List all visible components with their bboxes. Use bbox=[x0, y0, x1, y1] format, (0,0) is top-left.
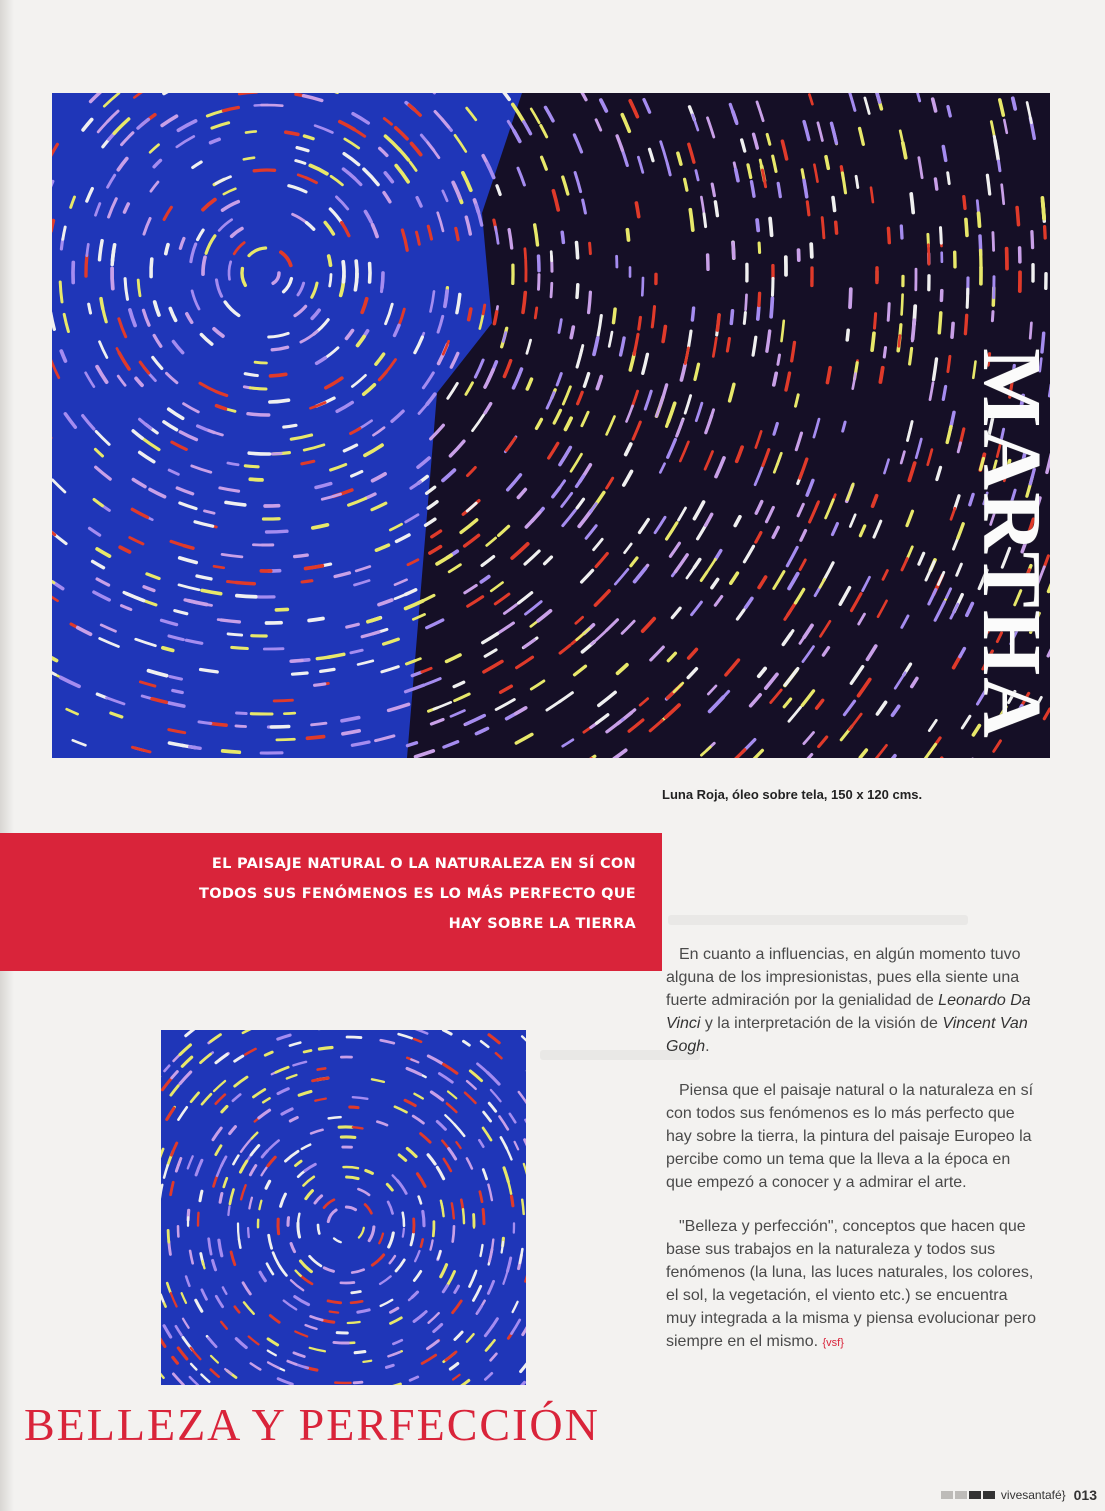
brush-stroke bbox=[199, 722, 211, 724]
brush-stroke bbox=[525, 249, 526, 259]
brush-stroke bbox=[943, 147, 945, 161]
brush-stroke bbox=[210, 723, 226, 725]
brush-stroke bbox=[727, 339, 729, 352]
brush-stroke bbox=[318, 1225, 319, 1234]
brush-stroke bbox=[276, 609, 287, 610]
brush-stroke bbox=[166, 245, 168, 254]
brush-stroke bbox=[1032, 232, 1033, 248]
brush-stroke bbox=[267, 531, 287, 532]
brush-stroke bbox=[308, 737, 324, 739]
brush-stroke bbox=[190, 747, 200, 749]
brush-stroke bbox=[964, 197, 965, 209]
brush-stroke bbox=[522, 1200, 524, 1214]
brush-stroke bbox=[685, 179, 687, 190]
brush-stroke bbox=[469, 309, 471, 320]
brush-stroke bbox=[773, 278, 774, 295]
brush-stroke bbox=[312, 723, 326, 725]
brush-stroke bbox=[847, 330, 848, 340]
brush-stroke bbox=[948, 173, 950, 184]
brush-stroke bbox=[948, 356, 950, 371]
brush-stroke bbox=[355, 1352, 365, 1353]
brush-stroke bbox=[228, 634, 242, 635]
brush-stroke bbox=[757, 220, 758, 230]
brush-stroke bbox=[403, 1229, 404, 1237]
brush-stroke bbox=[277, 739, 295, 740]
pull-quote-band bbox=[0, 833, 662, 971]
brush-stroke bbox=[872, 333, 874, 350]
brush-stroke bbox=[421, 1239, 423, 1246]
brush-stroke bbox=[807, 202, 809, 215]
brush-stroke bbox=[948, 107, 950, 116]
painting-caption: Luna Roja, óleo sobre tela, 150 x 120 cms. bbox=[662, 787, 923, 802]
brush-stroke bbox=[348, 1322, 360, 1323]
brush-stroke bbox=[351, 1301, 362, 1303]
brush-stroke bbox=[523, 293, 525, 313]
brush-stroke bbox=[888, 304, 889, 321]
brush-stroke bbox=[483, 305, 485, 314]
brush-stroke bbox=[461, 1200, 463, 1209]
brush-stroke bbox=[902, 295, 903, 315]
brush-stroke bbox=[833, 198, 835, 211]
brush-stroke bbox=[245, 374, 257, 376]
brush-stroke bbox=[309, 619, 323, 621]
pull-quote: EL PAISAJE NATURAL O LA NATURALEZA EN SÍ CON TODOS SUS FENÓMENOS ES LO MÁS PERFECTO QUE HAY SOBRE LA TIERRA bbox=[199, 856, 636, 932]
brush-stroke bbox=[433, 1222, 434, 1236]
brush-stroke bbox=[627, 230, 628, 240]
brush-stroke bbox=[939, 313, 941, 333]
brush-stroke bbox=[836, 222, 837, 233]
brush-stroke bbox=[899, 336, 900, 347]
brush-stroke bbox=[884, 348, 885, 357]
brush-stroke bbox=[442, 1203, 444, 1211]
brush-stroke bbox=[999, 161, 1000, 171]
small-painting-canvas bbox=[161, 1030, 526, 1385]
brush-stroke bbox=[577, 243, 578, 258]
brush-stroke bbox=[286, 132, 298, 134]
brush-stroke bbox=[184, 546, 193, 549]
brush-stroke bbox=[319, 1048, 332, 1050]
brush-stroke bbox=[771, 298, 772, 317]
footer-square-icon bbox=[941, 1491, 953, 1499]
canvas-dark-region bbox=[407, 93, 1050, 758]
brush-stroke bbox=[329, 1117, 341, 1118]
brush-stroke bbox=[291, 660, 302, 661]
brush-stroke bbox=[163, 648, 173, 651]
brush-stroke bbox=[52, 221, 53, 231]
article-body bbox=[666, 943, 1040, 1376]
brush-stroke bbox=[173, 691, 182, 693]
brush-stroke bbox=[87, 244, 89, 256]
brush-stroke bbox=[315, 684, 325, 685]
brush-stroke bbox=[571, 327, 573, 338]
brush-stroke bbox=[910, 348, 912, 364]
brush-stroke bbox=[423, 1211, 424, 1225]
page-number: 013 bbox=[1073, 1487, 1097, 1503]
brush-stroke bbox=[941, 228, 942, 244]
section-title: BELLEZA Y PERFECCIÓN bbox=[24, 1399, 600, 1450]
brush-stroke bbox=[274, 700, 292, 701]
brush-stroke bbox=[321, 669, 334, 671]
brush-stroke bbox=[239, 1239, 240, 1247]
brush-stroke bbox=[717, 315, 719, 330]
brush-stroke bbox=[344, 1167, 359, 1168]
brush-stroke bbox=[913, 320, 915, 339]
brush-stroke bbox=[445, 291, 447, 306]
brush-stroke bbox=[589, 292, 591, 312]
brush-stroke bbox=[304, 1051, 311, 1053]
brush-stroke bbox=[992, 312, 993, 321]
brush-stroke bbox=[238, 1224, 239, 1240]
brush-stroke bbox=[712, 184, 714, 196]
brush-stroke bbox=[356, 261, 357, 278]
brush-stroke bbox=[502, 1242, 504, 1253]
brush-stroke bbox=[770, 219, 772, 236]
brush-stroke bbox=[483, 1209, 484, 1223]
brush-stroke bbox=[715, 202, 717, 216]
page-edge-shadow bbox=[0, 0, 14, 1511]
footer-square-icon bbox=[983, 1491, 995, 1499]
brush-stroke bbox=[965, 315, 966, 333]
artist-name: MARTHA bbox=[965, 348, 1058, 740]
brush-stroke bbox=[200, 1191, 202, 1201]
brush-stroke bbox=[744, 313, 745, 324]
brush-stroke bbox=[223, 751, 240, 752]
brush-stroke bbox=[112, 250, 114, 264]
brush-stroke bbox=[288, 1218, 289, 1226]
brush-stroke bbox=[262, 105, 283, 106]
brush-stroke bbox=[512, 1196, 513, 1205]
brush-stroke bbox=[977, 201, 978, 213]
brush-stroke bbox=[284, 425, 296, 427]
brush-stroke bbox=[228, 1206, 229, 1215]
brush-stroke bbox=[822, 218, 824, 238]
brush-stroke bbox=[249, 453, 269, 454]
brush-stroke bbox=[562, 232, 563, 242]
brush-stroke bbox=[387, 1365, 394, 1367]
paragraph-beauty: "Belleza y perfección", conceptos que hacen que base sus trabajos en la naturaleza y todos sus fenómenos (la luna, las luces naturales, los colores, el sol, la vegetación, el viento etc.) se encuentra muy integrada a la misma y piensa evolucionar pero siempre en el mismo. {vsf} bbox=[666, 1218, 1036, 1350]
brush-stroke bbox=[354, 1382, 362, 1383]
brush-stroke bbox=[943, 387, 945, 400]
brush-stroke bbox=[935, 179, 936, 189]
brush-stroke bbox=[246, 131, 256, 132]
paragraph-landscape: Piensa que el paisaje natural o la naturaleza en sí con todos sus fenómenos es lo más perfecto que hay sobre la tierra, la pintura del paisaje Europeo la percibe como un tema que la lleva a la época en que empezó a conocer y a admirar el arte. bbox=[666, 1082, 1034, 1191]
brush-stroke bbox=[704, 214, 706, 227]
brush-stroke bbox=[86, 255, 87, 276]
brush-stroke bbox=[663, 327, 665, 342]
brush-stroke bbox=[138, 280, 140, 296]
brush-stroke bbox=[987, 175, 989, 194]
brush-stroke bbox=[639, 318, 641, 330]
brush-stroke bbox=[255, 362, 266, 363]
brush-stroke bbox=[329, 256, 331, 265]
brush-stroke bbox=[759, 243, 760, 252]
brush-stroke bbox=[952, 323, 953, 337]
brush-stroke bbox=[758, 307, 759, 319]
brush-stroke bbox=[112, 268, 113, 288]
brush-stroke bbox=[778, 355, 780, 364]
small-painting bbox=[161, 1030, 526, 1385]
paragraph-influences: En cuanto a influencias, en algún momento tuvo alguna de los impresionistas, pues ella siente una fuerte admiración por la genialidad de Leonardo Da Vinci y la interpretación de la visión de Vincent Van Gogh. bbox=[666, 946, 1031, 1055]
brush-stroke bbox=[248, 1228, 249, 1237]
brush-stroke bbox=[198, 1213, 199, 1226]
brush-stroke bbox=[733, 243, 734, 258]
page-footer bbox=[941, 1487, 1097, 1503]
brush-stroke bbox=[334, 1342, 348, 1343]
brush-stroke bbox=[636, 203, 638, 217]
brush-stroke bbox=[248, 414, 269, 415]
brush-stroke bbox=[353, 1127, 363, 1128]
brush-stroke bbox=[352, 1292, 361, 1293]
brush-stroke bbox=[60, 282, 62, 302]
brush-stroke bbox=[856, 176, 858, 187]
brush-stroke bbox=[318, 1068, 326, 1069]
brush-stroke bbox=[736, 170, 738, 181]
brush-stroke bbox=[759, 293, 760, 305]
brush-stroke bbox=[232, 647, 248, 648]
brush-stroke bbox=[89, 304, 91, 313]
artist-reference: Leonardo Da Vinci bbox=[666, 992, 1031, 1032]
end-mark: {vsf} bbox=[822, 1337, 844, 1349]
brush-stroke bbox=[746, 295, 747, 310]
brush-stroke bbox=[880, 368, 882, 382]
brush-stroke bbox=[1045, 227, 1046, 238]
brush-stroke bbox=[1042, 198, 1044, 219]
brush-stroke bbox=[590, 243, 591, 253]
magazine-name: vivesantafé} bbox=[1000, 1488, 1066, 1502]
brush-stroke bbox=[228, 463, 238, 465]
brush-stroke bbox=[875, 314, 876, 328]
brush-stroke bbox=[317, 657, 330, 659]
main-painting bbox=[52, 93, 1050, 758]
brush-stroke bbox=[278, 1219, 279, 1234]
brush-stroke bbox=[270, 400, 289, 402]
brush-stroke bbox=[811, 244, 812, 257]
brush-stroke bbox=[295, 555, 308, 557]
brush-stroke bbox=[494, 312, 496, 324]
brush-stroke bbox=[966, 219, 967, 235]
show-through-line bbox=[668, 915, 968, 925]
brush-stroke bbox=[298, 1214, 299, 1225]
brush-stroke bbox=[350, 1107, 358, 1108]
brush-stroke bbox=[731, 311, 732, 324]
artist-name-vertical bbox=[965, 333, 1058, 755]
brush-stroke bbox=[403, 1213, 404, 1226]
brush-stroke bbox=[535, 308, 536, 318]
brush-stroke bbox=[343, 262, 344, 282]
brush-stroke bbox=[967, 289, 968, 307]
brush-stroke bbox=[151, 259, 152, 277]
brush-stroke bbox=[250, 388, 266, 389]
brush-stroke bbox=[642, 278, 643, 295]
brush-stroke bbox=[101, 299, 103, 309]
brush-stroke bbox=[463, 1209, 464, 1223]
brush-stroke bbox=[778, 183, 780, 196]
brush-stroke bbox=[330, 1312, 338, 1313]
brush-stroke bbox=[237, 596, 256, 597]
brush-stroke bbox=[347, 1037, 361, 1038]
brush-stroke bbox=[236, 726, 246, 727]
brush-stroke bbox=[577, 285, 578, 298]
brush-stroke bbox=[901, 226, 902, 238]
brush-stroke bbox=[551, 283, 552, 297]
brush-stroke bbox=[1013, 98, 1015, 109]
brush-stroke bbox=[218, 620, 228, 621]
brush-stroke bbox=[539, 256, 540, 271]
brush-stroke bbox=[928, 245, 929, 265]
brush-stroke bbox=[614, 309, 616, 323]
main-painting-canvas bbox=[52, 93, 1050, 758]
brush-stroke bbox=[293, 673, 308, 674]
brush-stroke bbox=[850, 289, 851, 307]
brush-stroke bbox=[228, 582, 241, 583]
brush-stroke bbox=[888, 228, 889, 242]
brush-stroke bbox=[453, 1226, 454, 1241]
footer-square-icon bbox=[955, 1491, 967, 1499]
brush-stroke bbox=[347, 1177, 359, 1179]
brush-stroke bbox=[774, 373, 776, 385]
brush-stroke bbox=[244, 158, 254, 160]
footer-square-icon bbox=[969, 1491, 981, 1499]
brush-stroke bbox=[539, 275, 540, 290]
brush-stroke bbox=[341, 1283, 354, 1284]
brush-stroke bbox=[237, 713, 247, 714]
brush-stroke bbox=[203, 257, 205, 274]
brush-stroke bbox=[690, 210, 693, 230]
brush-stroke bbox=[220, 1194, 222, 1203]
brush-stroke bbox=[284, 713, 294, 714]
brush-stroke bbox=[254, 170, 274, 171]
brush-stroke bbox=[911, 194, 913, 213]
brush-stroke bbox=[363, 1361, 371, 1362]
brush-stroke bbox=[692, 308, 693, 320]
brush-stroke bbox=[826, 157, 828, 169]
brush-stroke bbox=[271, 727, 288, 728]
brush-stroke bbox=[330, 275, 331, 287]
brush-stroke bbox=[214, 566, 224, 568]
brush-stroke bbox=[302, 581, 312, 582]
brush-stroke bbox=[979, 213, 980, 226]
brush-stroke bbox=[271, 374, 286, 376]
brush-stroke bbox=[168, 1230, 169, 1242]
brush-stroke bbox=[322, 1320, 333, 1322]
artist-reference: Vincent Van Gogh bbox=[666, 1015, 1028, 1055]
brush-stroke bbox=[245, 466, 258, 467]
brush-stroke bbox=[382, 273, 383, 288]
brush-stroke bbox=[993, 233, 994, 251]
brush-stroke bbox=[250, 479, 262, 480]
brush-stroke bbox=[551, 252, 552, 261]
brush-stroke bbox=[1017, 208, 1018, 225]
